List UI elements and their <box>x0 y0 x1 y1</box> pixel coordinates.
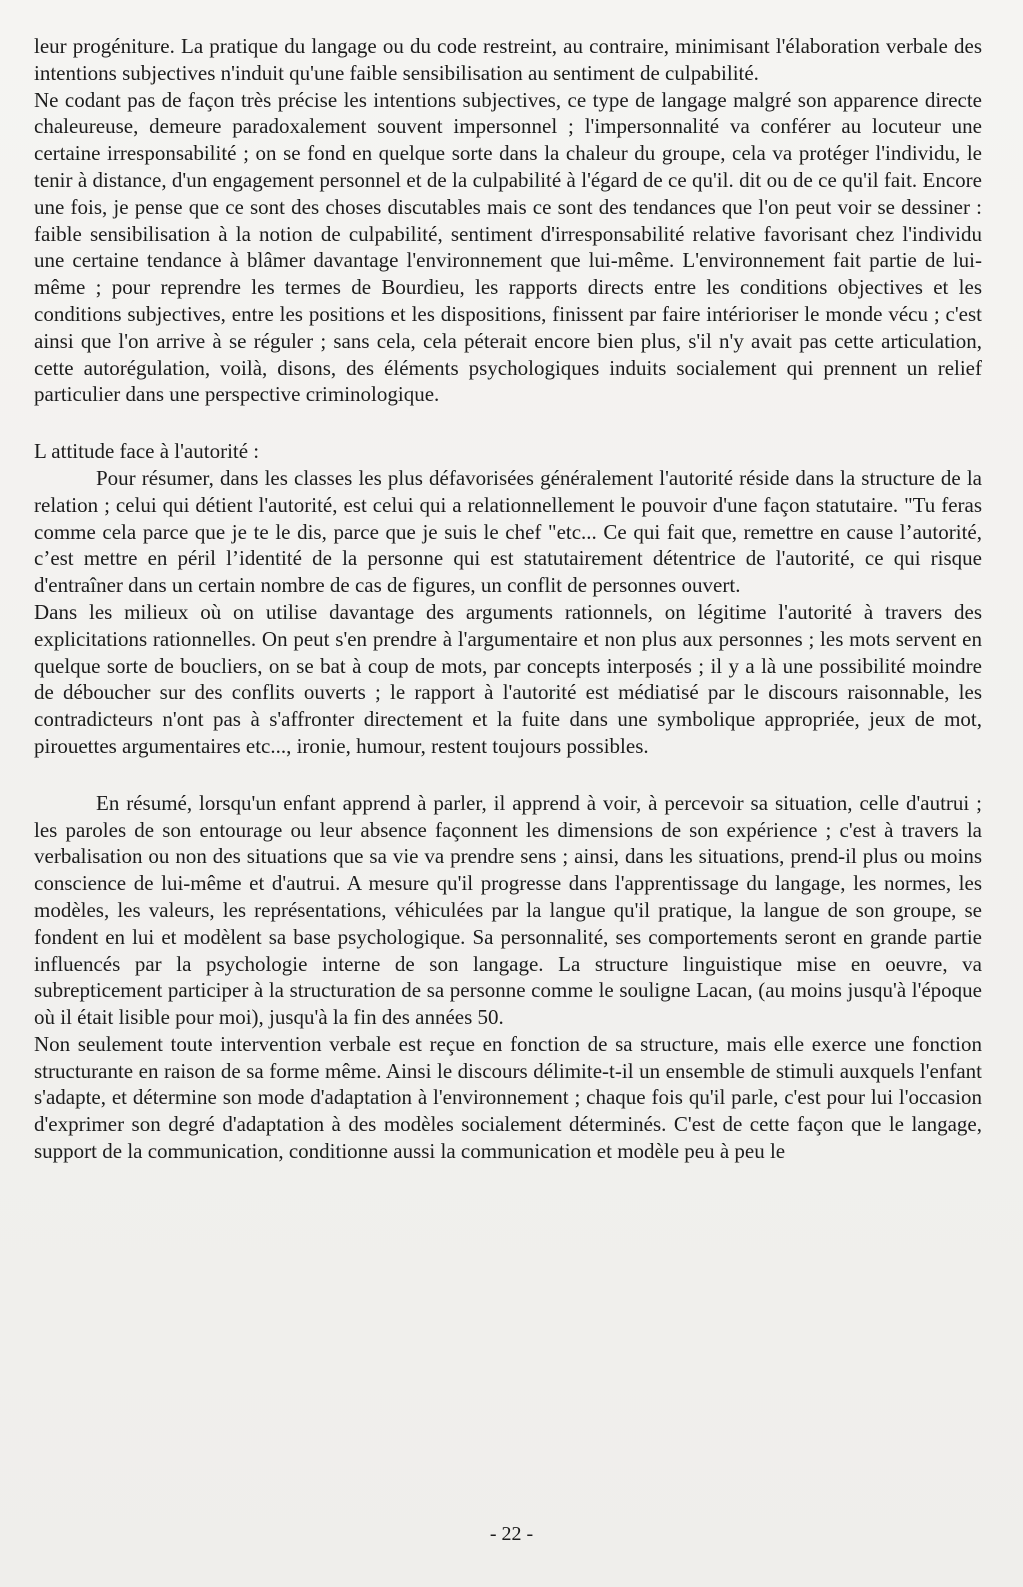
page-number: - 22 - <box>489 1523 534 1545</box>
paragraph-code-restreint: Ne codant pas de façon très précise les intentions subjectives, ce type de langage malgré son apparence directe chaleureuse, demeure paradoxalement souvent impersonnel ; l'impersonnalité va conférer au locuteur une certaine irresponsabilité ; on se fond en quelque sorte dans la chaleur du groupe, cela va protéger l'individu, le tenir à distance, d'un engagement personnel et de la culpabilité à l'égard de ce qu'il. dit ou de ce qu'il fait. Encore une fois, je pense que ce sont des choses discutables mais ce sont des tendances que l'on peut voir se dessiner : faible sensibilisation à la notion de culpabilité, sentiment d'irresponsabilité relative favorisant chez l'individu une certaine tendance à blâmer davantage l'environnement que lui-même. L'environnement fait partie de lui-même ; pour reprendre les termes de Bourdieu, les rapports directs entre les conditions objectives et les conditions subjectives, entre les positions et les dispositions, finissent par faire intérioriser le monde vécu ; c'est ainsi que l'on arrive à se réguler ; sans cela, cela péterait encore bien plus, s'il n'y avait pas cette articulation, cette autorégulation, voilà, disons, des éléments psychologiques induits socialement qui prennent un relief particulier dans une perspective criminologique. <box>34 87 982 407</box>
body-text <box>34 33 982 1165</box>
paragraph-en-resume: En résumé, lorsqu'un enfant apprend à parler, il apprend à voir, à percevoir sa situation, celle d'autrui ; les paroles de son entourage ou leur absence façonnent les dimensions de son expérience ; c'est à travers la verbalisation ou non des situations que sa vie va prendre sens ; ainsi, dans les situations, prend-il plus ou moins conscience de lui-même et d'autrui. A mesure qu'il progresse dans l'apprentissage du langage, les normes, les modèles, les valeurs, les représentations, véhiculées par la langue qu'il pratique, la langue de son groupe, se fondent en lui et modèlent sa base psychologique. Sa personnalité, ses comportements seront en grande partie influencés par la psychologie interne de son langage. La structure linguistique mise en oeuvre, va subrepticement participer à la structuration de sa personne comme le souligne Lacan, (au moins jusqu'à l'époque où il était lisible pour moi), jusqu'à la fin des années 50. <box>34 790 982 1030</box>
spacer <box>34 408 982 438</box>
spacer <box>34 760 982 790</box>
paragraph-milieux-rationnels: Dans les milieux où on utilise davantage des arguments rationnels, on légitime l'autorité à travers des explicitations rationnelles. On peut s'en prendre à l'argumentaire et non plus aux personnes ; les mots servent en quelque sorte de boucliers, on se bat à coup de mots, par concepts interposés ; il y a là une possibilité moindre de déboucher sur des conflits ouverts ; le rapport à l'autorité est médiatisé par le discours raisonnable, les contradicteurs n'ont pas à s'affronter directement et la fuite dans une symbolique appropriée, jeux de mot, pirouettes argumentaires etc..., ironie, humour, restent toujours possibles. <box>34 599 982 758</box>
section-heading-autorite: L attitude face à l'autorité : <box>34 439 260 464</box>
paragraph-culpabilite-continued: leur progéniture. La pratique du langage ou du code restreint, au contraire, minimisant l'élaboration verbale des intentions subjectives n'induit qu'une faible sensibilisation au sentiment de culpabilité. <box>34 34 982 85</box>
paragraph-non-seulement: Non seulement toute intervention verbale est reçue en fonction de sa structure, mais elle exerce une fonction structurante en raison de sa forme même. Ainsi le discours délimite-t-il un ensemble de stimuli auxquels l'enfant s'adapte, et détermine son mode d'adaptation à l'environnement ; chaque fois qu'il parle, c'est pour lui l'occasion d'exprimer son degré d'adaptation à des modèles socialement déterminés. C'est de cette façon que le langage, support de la communication, conditionne aussi la communication et modèle peu à peu le <box>34 1031 982 1164</box>
paragraph-pour-resumer: Pour résumer, dans les classes les plus défavorisées généralement l'autorité réside dans la structure de la relation ; celui qui détient l'autorité, est celui qui a relationnellement le pouvoir d'une façon statutaire. "Tu feras comme cela parce que je te le dis, parce que je suis le chef "etc... Ce qui fait que, remettre en cause l’autorité, c’est mettre en péril l’identité de la personne qui est statutairement détentrice de l'autorité, ce qui risque d'entraîner dans un certain nombre de cas de figures, un conflit de personnes ouvert. <box>34 465 982 598</box>
